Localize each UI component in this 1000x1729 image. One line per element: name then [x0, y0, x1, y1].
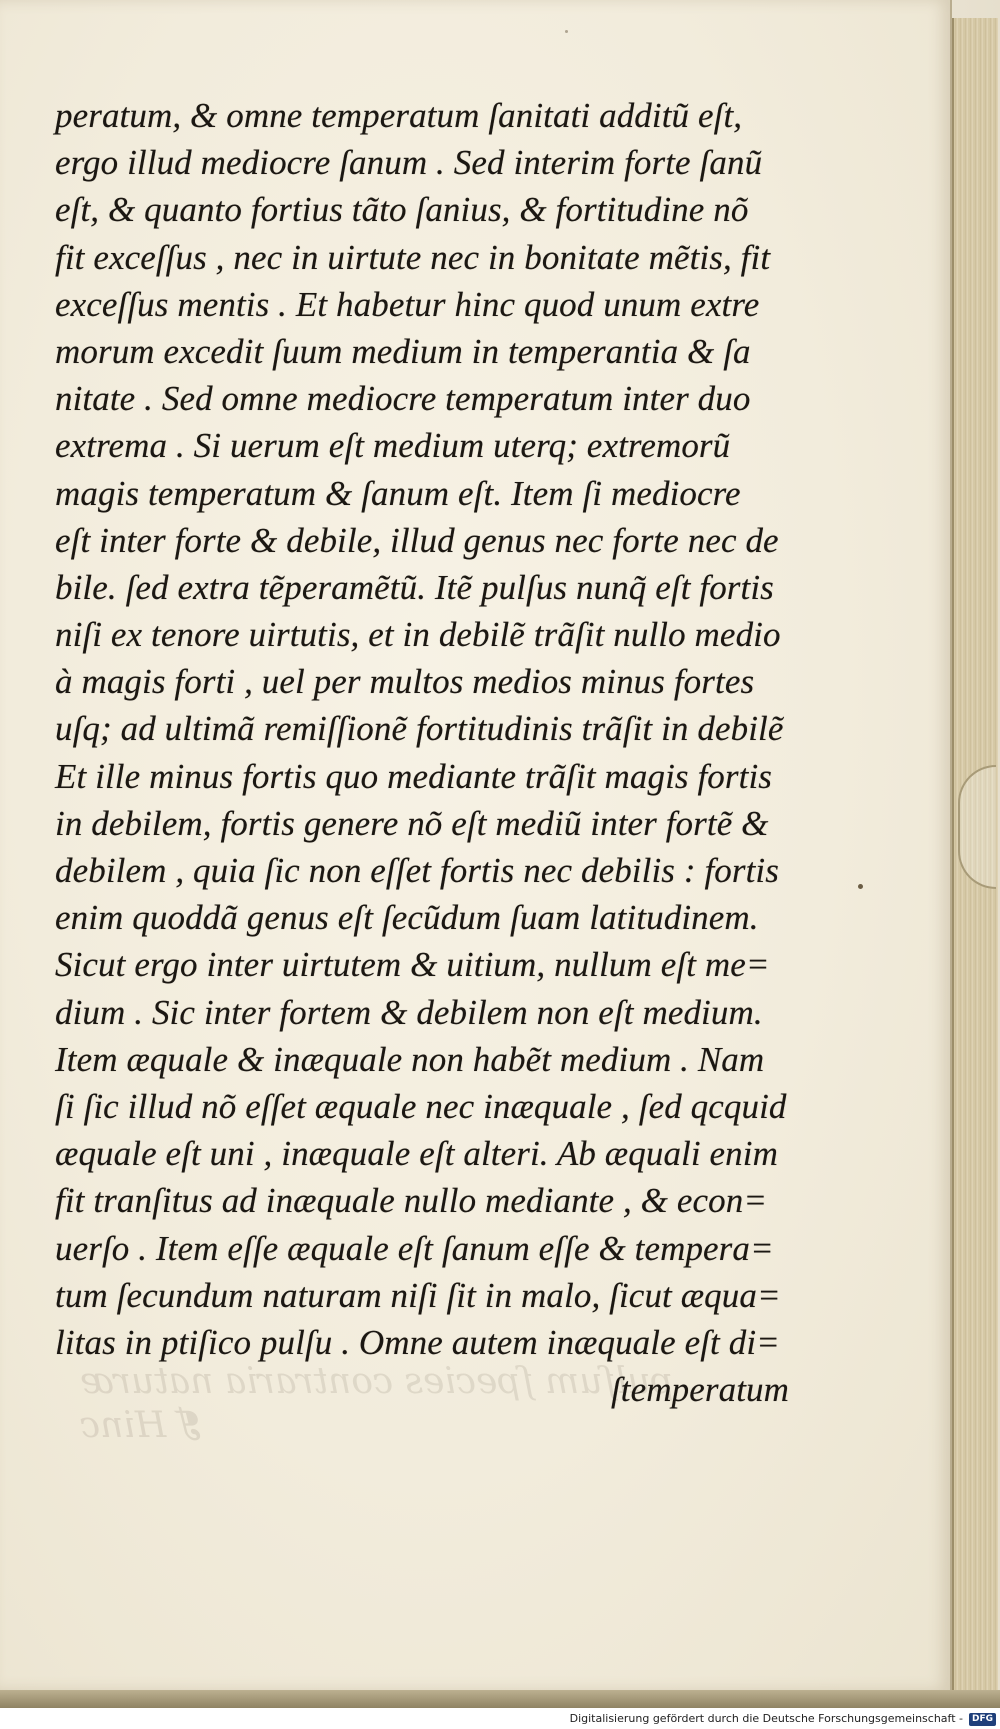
text-line: à magis forti , uel per multos medios minus fortes — [55, 662, 755, 702]
text-line: Sicut ergo inter uirtutem & uitium, nullum eſt me= — [55, 945, 770, 985]
text-line: fit tranſitus ad inæquale nullo mediante , & econ= — [55, 1181, 768, 1221]
text-line: nitate . Sed omne mediocre temperatum inter duo — [55, 379, 751, 419]
text-line: fit exceſſus , nec in uirtute nec in bonitate mẽtis, fit — [55, 237, 771, 277]
paper-speck — [858, 884, 863, 889]
paper-speck — [565, 30, 568, 33]
text-line: litas in ptiſico pulſu . Omne autem inæquale eſt di= — [55, 1322, 780, 1362]
text-line: bile. ſed extra tẽperamẽtũ. Itẽ pulſus nunq̃ eſt fortis — [55, 567, 774, 607]
page-text-block — [55, 92, 795, 1413]
text-line: in debilem, fortis genere nõ eſt mediũ inter fortẽ & — [55, 803, 769, 843]
digitization-footer — [0, 1708, 1000, 1729]
footer-credit-text: Digitalisierung gefördert durch die Deutsche Forschungsgemeinschaft - — [569, 1712, 963, 1725]
text-line: debilem , quia ſic non eſſet fortis nec debilis : fortis — [55, 851, 779, 890]
text-line: uerſo . Item eſſe æquale eſt ſanum eſſe & tempera= — [55, 1228, 774, 1268]
text-line: uſq; ad ultimã remiſſionẽ fortitudinis trãſit in debilẽ — [55, 709, 784, 749]
text-line: ergo illud mediocre ſanum . Sed interim forte ſanũ — [55, 143, 763, 183]
text-line: extrema . Si uerum eſt medium uterq; extremorũ — [55, 426, 731, 466]
text-line: Et ille minus fortis quo mediante trãſit magis fortis — [55, 756, 772, 796]
page-clip-mark — [958, 765, 996, 889]
catchword-line: ſtemperatum — [610, 1370, 789, 1410]
dfg-logo-icon: DFG — [969, 1713, 996, 1726]
bleed-through-text: pulſum ſpecies contraria naturæ ❡ Hinc — [80, 1361, 674, 1446]
text-line: peratum, & omne temperatum ſanitati additũ eſt, — [55, 96, 743, 135]
book-bottom-edge — [0, 1690, 1000, 1708]
text-line: eſt, & quanto fortius tãto ſanius, & fortitudine nõ — [55, 190, 749, 230]
text-line: exceſſus mentis . Et habetur hinc quod unum extre — [55, 284, 760, 324]
text-line: dium . Sic inter fortem & debilem non eſt medium. — [55, 992, 763, 1032]
text-line: æquale eſt uni , inæquale eſt alteri. Ab æquali enim — [55, 1134, 778, 1174]
text-line: tum ſecundum naturam niſi ſit in malo, ſicut æqua= — [55, 1275, 781, 1315]
text-line: eſt inter forte & debile, illud genus nec forte nec de — [55, 520, 779, 560]
text-line: enim quoddã genus eſt ſecũdum ſuam latitudinem. — [55, 898, 759, 938]
text-line: ſi ſic illud nõ eſſet æquale nec inæquale , ſed qcquid — [55, 1086, 787, 1126]
text-line: niſi ex tenore uirtutis, et in debilẽ trãſit nullo medio — [55, 615, 781, 655]
text-line: Item æquale & inæquale non habẽt medium . Nam — [55, 1039, 765, 1079]
text-line: morum excedit ſuum medium in temperantia & ſa — [55, 331, 751, 371]
text-line: magis temperatum & ſanum eſt. Item ſi mediocre — [55, 473, 741, 513]
